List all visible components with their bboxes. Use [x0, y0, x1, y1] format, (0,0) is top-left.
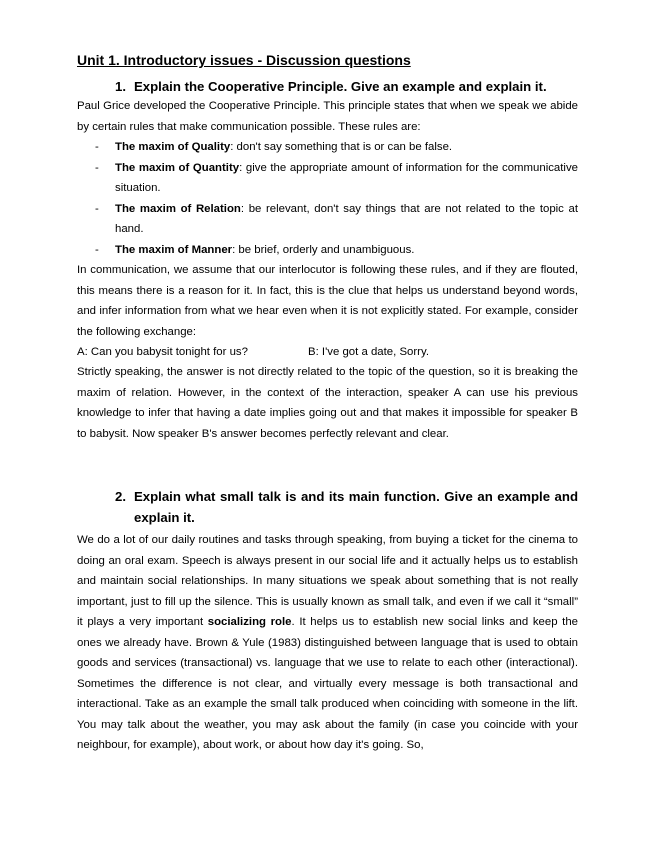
- question-2-text: Explain what small talk is and its main function. Give an example and explain it.: [134, 489, 578, 525]
- speaker-b-line: B: I've got a date, Sorry.: [308, 346, 429, 358]
- speaker-a-line: A: Can you babysit tonight for us?: [77, 346, 248, 358]
- list-dash: -: [95, 202, 99, 215]
- question-2-number: 2.: [115, 489, 126, 504]
- maxim-description: : be relevant, don't say things that are not related to the topic at hand.: [115, 202, 578, 235]
- maxim-description: : don't say something that is or can be false.: [230, 141, 453, 153]
- question-2-heading: [115, 487, 578, 528]
- list-dash: -: [95, 161, 99, 174]
- list-item: [77, 158, 578, 199]
- maxim-description: : be brief, orderly and unambiguous.: [232, 243, 415, 256]
- list-item: [77, 240, 578, 261]
- list-item: [77, 137, 578, 158]
- maxim-name: The maxim of Relation: [115, 202, 241, 215]
- maxim-name: The maxim of Manner: [115, 243, 233, 256]
- maxim-name: The maxim of Quantity: [115, 161, 240, 174]
- small-talk-paragraph: [77, 530, 578, 756]
- explanation-paragraph: Strictly speaking, the answer is not directly related to the topic of the question, so it is breaking the maxim of relation. However, in the context of the interaction, speaker A can use his previous knowledge to infer that having a date implies going out and that makes it impossible for speaker B to babysit. Now speaker B's answer becomes perfectly relevant and clear.: [77, 366, 578, 440]
- question-1-number: 1.: [115, 79, 126, 94]
- communication-paragraph: In communication, we assume that our interlocutor is following these rules, and if they are flouted, this means there is a reason for it. In fact, this is the clue that helps us understand beyond words, and infer information from what we hear even when it is not explicitly stated. For example, consider the following exchange:: [77, 264, 578, 338]
- page-title: Unit 1. Introductory issues - Discussion questions: [77, 52, 411, 68]
- list-dash: -: [95, 141, 99, 153]
- example-exchange: [77, 342, 578, 363]
- small-talk-text-end: . It helps us to establish new social links and keep the ones we already have. Brown & Yule (1983) distinguished between language that is used to obtain goods and services (transactional) vs. language that we use to relate to each other (interactional). Sometimes the difference is not clear, and virtually every message is both transactional and interactional. Take as an example the small talk produced when coinciding with someone in the lift. You may talk about the weather, you may ask about the family (in case you coincide with your neighbour, for example), about work, or about how day it's going. So,: [77, 616, 578, 751]
- maxims-list: [77, 137, 578, 260]
- question-1-heading: [115, 77, 584, 98]
- small-talk-emphasis: socializing role: [207, 616, 292, 628]
- maxim-name: The maxim of Quality: [115, 141, 231, 153]
- intro-paragraph: Paul Grice developed the Cooperative Principle. This principle states that when we speak we abide by certain rules that make communication possible. These rules are:: [77, 100, 578, 133]
- maxim-description: : give the appropriate amount of information for the communicative situation.: [115, 161, 578, 194]
- question-1-text: Explain the Cooperative Principle. Give an example and explain it.: [134, 79, 547, 94]
- list-dash: -: [95, 243, 99, 256]
- small-talk-text-start: We do a lot of our daily routines and tasks through speaking, from buying a ticket for the cinema to doing an oral exam. Speech is always present in our social life and it actually helps us to establish and maintain social relationships. In many situations we speak about something that is not really important, just to fill up the silence. This is usually known as small talk, and even if we call it “small” it plays a very important: [77, 534, 578, 628]
- list-item: [77, 199, 578, 240]
